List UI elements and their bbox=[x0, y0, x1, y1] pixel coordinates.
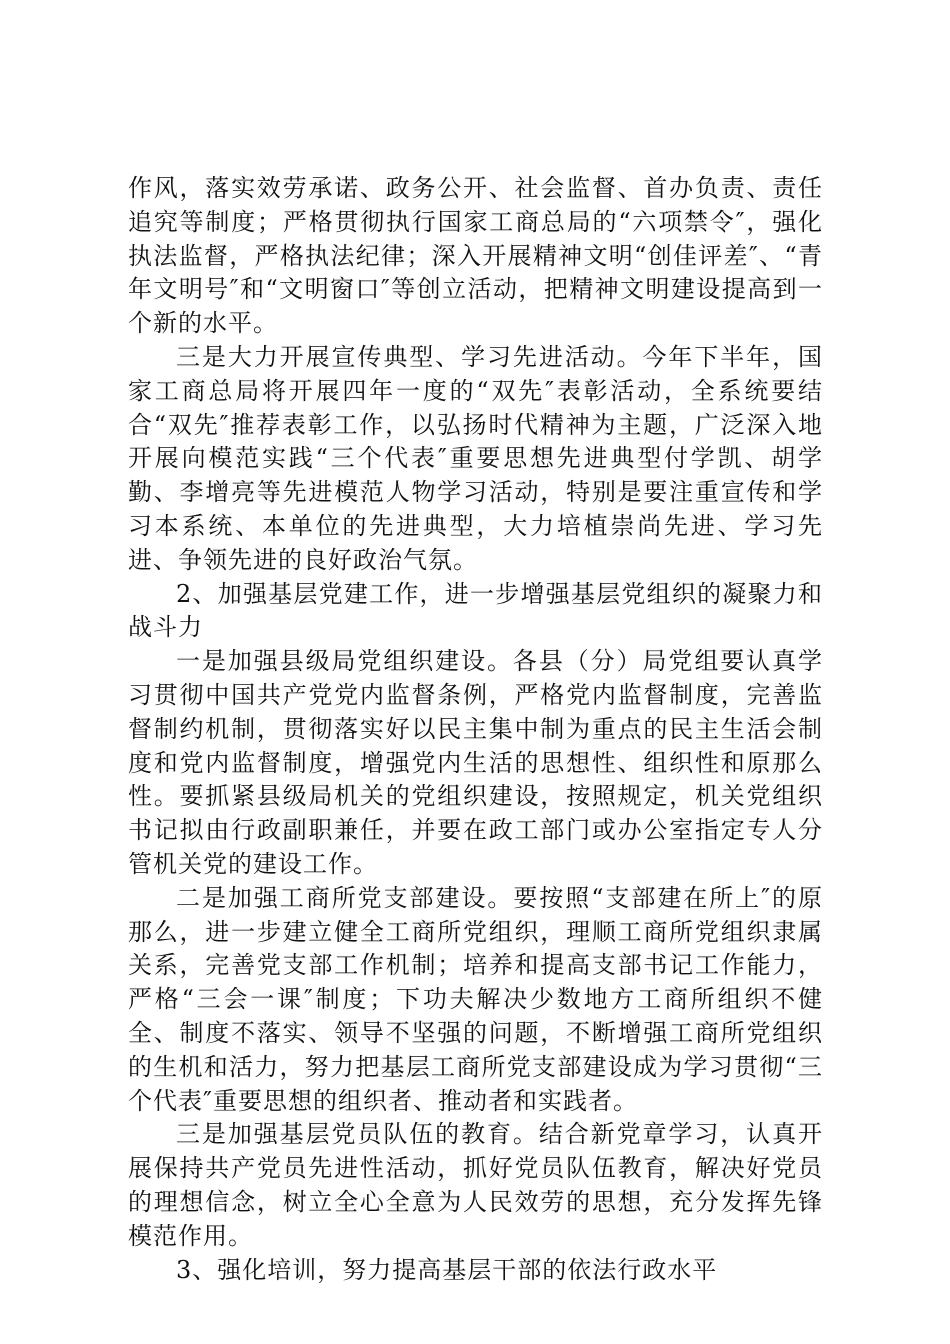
paragraph-continuation: 作风，落实效劳承诺、政务公开、社会监督、首办负责、责任追究等制度；严格贯彻执行国家工商总局的“六项禁令″，强化执法监督，严格执法纪律；深入开展精神文明“创佳评差″、“青年文明号″和“文明窗口″等创立活动，把精神文明建设提高到一个新的水平。 bbox=[128, 174, 823, 338]
paragraph-publicity-models: 三是大力开展宣传典型、学习先进活动。今年下半年，国家工商总局将开展四年一度的“双先″表彰活动，全系统要结合“双先″推荐表彰工作，以弘扬时代精神为主题，广泛深入地开展向模范实践“三个代表″重要思想先进典型付学凯、胡学勤、李增亮等先进模范人物学习活动，特别是要注重宣传和学习本系统、本单位的先进典型，大力培植崇尚先进、学习先进、争领先进的良好政治气氛。 bbox=[128, 342, 823, 574]
paragraph-county-party-org: 一是加强县级局党组织建设。各县（分）局党组要认真学习贯彻中国共产党党内监督条例，严格党内监督制度，完善监督制约机制，贯彻落实好以民主集中制为重点的民主生活会制度和党内监督制度，增强党内生活的思想性、组织性和原那么性。要抓紧县级局机关的党组织建设，按照规定，机关党组织书记拟由行政副职兼任，并要在政工部门或办公室指定专人分管机关党的建设工作。 bbox=[128, 647, 823, 878]
paragraph-member-education: 三是加强基层党员队伍的教育。结合新党章学习，认真开展保持共产党员先进性活动，抓好党员队伍教育，解决好党员的理想信念，树立全心全意为人民效劳的思想，充分发挥先锋模范作用。 bbox=[128, 1120, 823, 1250]
section-heading-2: 2、加强基层党建工作，进一步增强基层党组织的凝聚力和战斗力 bbox=[128, 579, 823, 642]
section-heading-3: 3、强化培训，努力提高基层干部的依法行政水平 bbox=[176, 1255, 718, 1284]
document-body bbox=[128, 172, 823, 1287]
paragraph-branch-construction: 二是加强工商所党支部建设。要按照“支部建在所上″的原那么，进一步建立健全工商所党组织，理顺工商所党组织隶属关系，完善党支部工作机制；培养和提高支部书记工作能力，严格“三会一课″制度；下功夫解决少数地方工商所组织不健全、制度不落实、领导不坚强的问题，不断增强工商所党组织的生机和活力，努力把基层工商所党支部建设成为学习贯彻“三个代表″重要思想的组织者、推动者和实践者。 bbox=[128, 883, 823, 1115]
